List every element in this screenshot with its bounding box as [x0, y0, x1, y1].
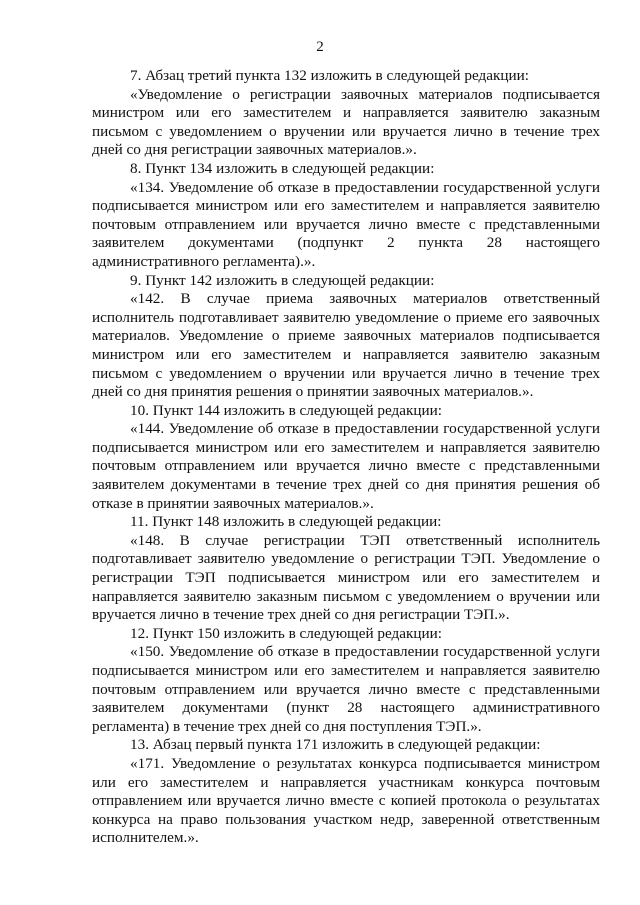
page-number: 2 — [316, 39, 324, 55]
paragraph-item-13-heading: 13. Абзац первый пункта 171 изложить в следующей редакции: — [130, 736, 541, 754]
paragraph-item-12-heading: 12. Пункт 150 изложить в следующей редакции: — [130, 624, 443, 642]
paragraph-item-8-heading: 8. Пункт 134 изложить в следующей редакции: — [130, 159, 435, 177]
paragraph-item-11-text: «148. В случае регистрации ТЭП ответственный исполнитель подготавливает заявителю уведомление о регистрации ТЭП. Уведомление о регистрации ТЭП подписывается министром или его заместителем и направляется заявителю заказным письмом с уведомлением о вручении или вручается лично в течение трех дней со дня регистрации ТЭП.». — [92, 531, 600, 624]
document-body — [92, 67, 600, 848]
paragraph-item-11-heading: 11. Пункт 148 изложить в следующей редакции: — [130, 513, 442, 531]
paragraph-item-10-heading: 10. Пункт 144 изложить в следующей редакции: — [130, 401, 443, 419]
paragraph-item-10-text: «144. Уведомление об отказе в предоставлении государственной услуги подписывается министром или его заместителем и направляется заявителю почтовым отправлением или вручается лично вместе с представленными заявителем документами в течение трех дней со дня принятия решения об отказе в принятии заявочных материалов.». — [92, 420, 600, 512]
paragraph-item-7-heading: 7. Абзац третий пункта 132 изложить в следующей редакции: — [130, 67, 529, 84]
paragraph-item-9-text: «142. В случае приема заявочных материалов ответственный исполнитель подготавливает заявителю уведомление о приеме его заявочных материалов. Уведомление о приеме заявочных материалов подписывается министром или его заместителем и направляется заявителю заказным письмом с уведомлением о вручении или вручается лично в течение трех дней со дня принятия решения о принятии заявочных материалов.». — [92, 290, 600, 401]
paragraph-item-7-text: «Уведомление о регистрации заявочных материалов подписывается министром или его заместителем и направляется заявителю заказным письмом с уведомлением о вручении или вручается лично в течение трех дней со дня регистрации заявочных материалов.». — [92, 85, 600, 159]
paragraph-item-9-heading: 9. Пункт 142 изложить в следующей редакции: — [130, 271, 435, 289]
paragraph-item-13-text: «171. Уведомление о результатах конкурса подписывается министром или его заместителем и направляется участникам конкурса почтовым отправлением или вручается лично вместе с копией протокола о результатах конкурса на право пользования участком недр, заверенной ответственным исполнителем.». — [92, 754, 600, 847]
paragraph-item-12-text: «150. Уведомление об отказе в предоставлении государственной услуги подписывается министром или его заместителем и направляется заявителю почтовым отправлением или вручается лично вместе с представленными заявителем документами (пункт 28 настоящего административного регламента) в течение трех дней со дня поступления ТЭП.». — [92, 643, 600, 735]
paragraph-item-8-text: «134. Уведомление об отказе в предоставлении государственной услуги подписывается министром или его заместителем и направляется заявителю почтовым отправлением или вручается лично вместе с представленными заявителем документами (подпункт 2 пункта 28 настоящего административного регламента).». — [92, 178, 600, 270]
